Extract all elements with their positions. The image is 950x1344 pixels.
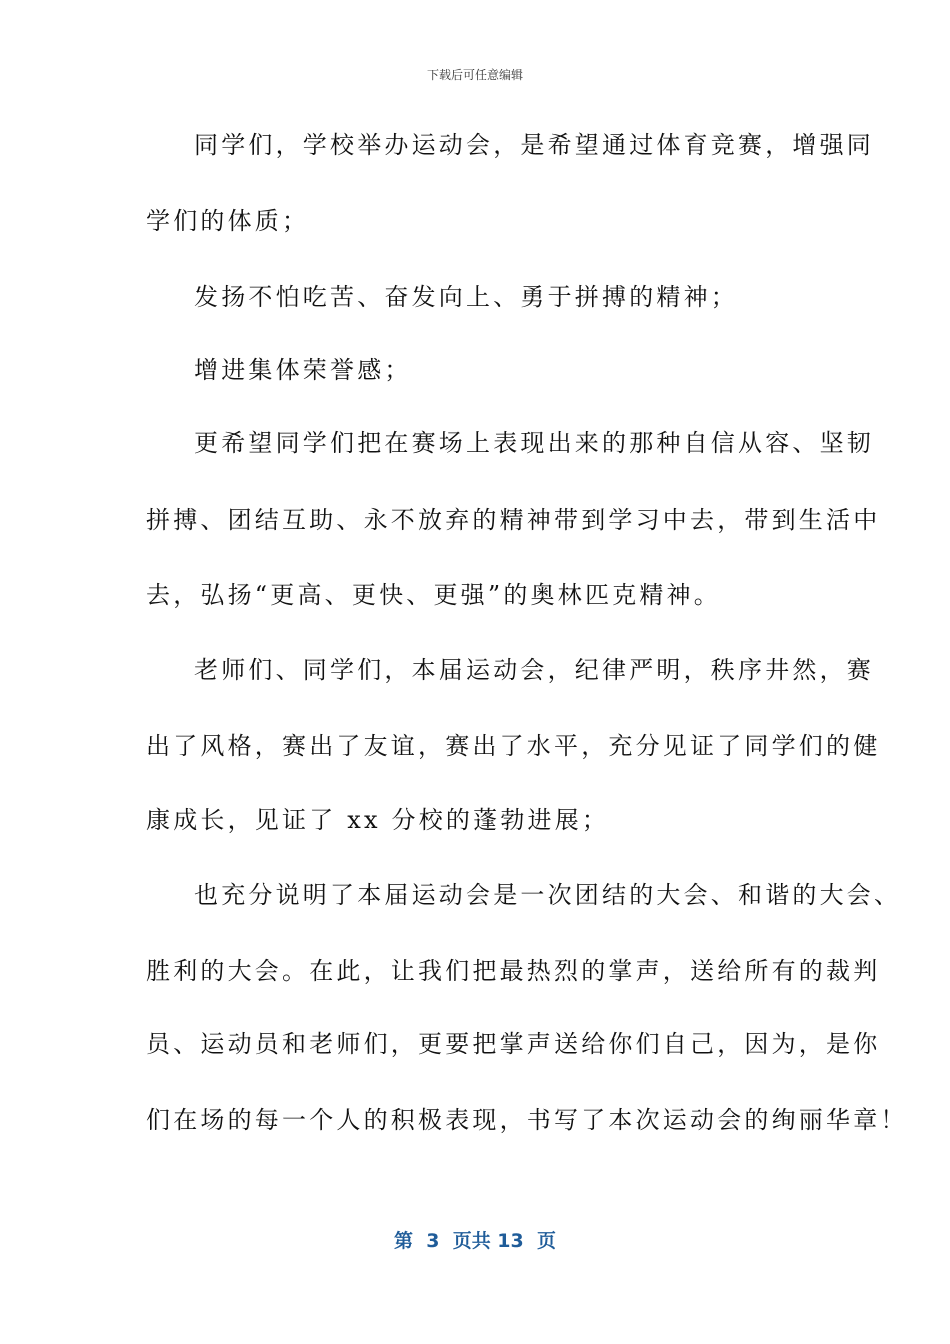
- body-line: 同学们，学校举办运动会，是希望通过体育竞赛，增强同: [194, 131, 874, 159]
- body-line: 也充分说明了本届运动会是一次团结的大会、和谐的大会、: [194, 881, 902, 909]
- body-line: 去，弘扬“更高、更快、更强”的奥林匹克精神。: [146, 581, 721, 609]
- body-line: 学们的体质；: [146, 207, 310, 235]
- body-line: 出了风格，赛出了友谊，赛出了水平，充分见证了同学们的健: [146, 732, 881, 760]
- body-line: 拼搏、团结互助、永不放弃的精神带到学习中去，带到生活中: [146, 506, 881, 534]
- body-line: 老师们、同学们，本届运动会，纪律严明，秩序井然，赛: [194, 656, 874, 684]
- body-line: 胜利的大会。在此，让我们把最热烈的掌声，送给所有的裁判: [146, 957, 881, 985]
- body-line: 增进集体荣誉感；: [194, 356, 412, 384]
- body-line: 发扬不怕吃苦、奋发向上、勇于拼搏的精神；: [194, 283, 738, 311]
- page-number-footer: 第 3 页共 13 页: [394, 1230, 556, 1252]
- page-header: 下载后可任意编辑: [426, 68, 523, 82]
- body-line: 员、运动员和老师们，更要把掌声送给你们自己，因为，是你: [146, 1030, 881, 1058]
- body-line: 更希望同学们把在赛场上表现出来的那种自信从容、坚韧: [194, 429, 874, 457]
- body-line: 康成长，见证了 xx 分校的蓬勃进展；: [146, 806, 610, 834]
- body-line: 们在场的每一个人的积极表现，书写了本次运动会的绚丽华章！: [146, 1106, 908, 1134]
